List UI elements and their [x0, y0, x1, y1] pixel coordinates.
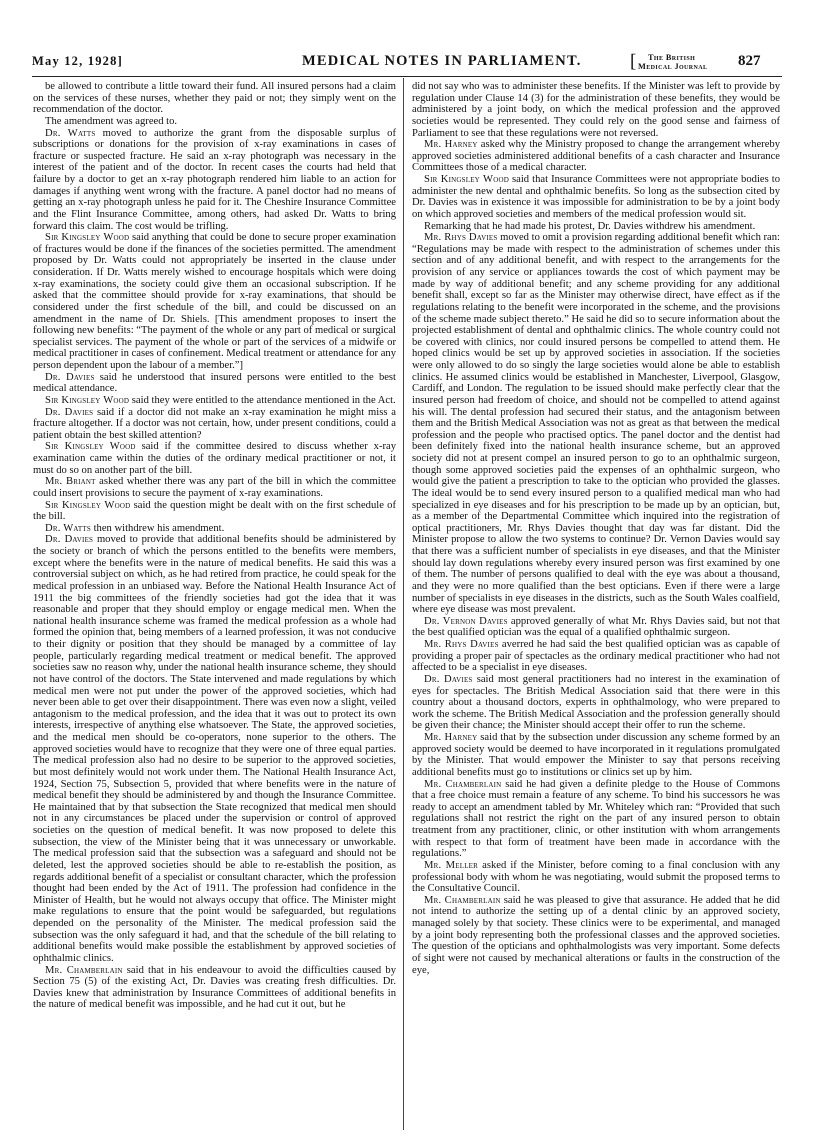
- paragraph: Dr. Davies moved to provide that additional benefits should be administered by the society or branch of which the persons entitled to the benefits were members, except where the benefits were in the nature of medical benefits. He said this was a controversial subject on which, as he had retired from practice, he could speak for the medical profession in an unbiased way. Before the National Health Insurance Act of 1911 the big committees of the friendly societies had got the idea that it was reasonable and proper that they should employ or engage medical men. When the national health insurance scheme was framed the medical profession as a whole had formed the opinion that, being members of a learned profession, it was not conducive to their dignity or position that they should be managed by a committee of lay people, particularly regarding medical treatment or medical benefit. The approved societies saw no reason why, under the national health insurance scheme, they should not have control of the doctors. The State intervened and made regulations by which medical men were not put under the power of the approved societies, which had never been able to get over their disappointment. There was even now a slight, veiled antagonism to the medical profession, and the idea that it was out to protect its own interests, irrespective of anything else whatsoever. The State, the approved societies, and the medical men should be co-operators, none superior to the others. The approved societies would have to recognize that they were one of three equal parties. The medical profession also had no desire to be superior to the approved societies, but most definitely would not work under them. The National Health Insurance Act, 1924, Section 75, Subsection 5, provided that where benefits were in the nature of medical benefit they should be administered by and though the Insurance Committee. He maintained that by that subsection the State recognized that medical men should not in any circumstances be placed under the supervision or control of approved societies on the question of medical benefit. It was now proposed to delete this subsection, the view of the Minister being that it was unnecessary or unworkable. The medical profession said that the subsection was a safeguard and should not be deleted, lest the approved societies should be able to re-establish the position, as regards additional benefit of a specialist or consultant character, which the profession thought had been ended by the Act of 1911. The profession had confidence in the Minister of Health, but he would not always occupy that office. The Minister might make regulations to ensure that the point would be safeguarded, but regulations depended on the personality of the Minister. The medical profession said the subsection was the only safeguard it had, and that the schedule of the bill relating to additional benefits would make possible the establishment by approved societies of ophthalmic clinics.: [33, 534, 396, 964]
- speaker-name: Sir Kingsley Wood: [45, 441, 136, 453]
- paragraph: Dr. Watts moved to authorize the grant from the disposable surplus of subscriptions or donations for the provision of x-ray examinations in cases of fracture or suspected fracture. He said an x-ray photograph was necessary in the interest of the patient and of the doctor. In recent cases the courts had held that failure by a doctor to get an x-ray photograph rendered him liable to an action for damages if anything went wrong with the fracture. A panel doctor had no means of getting an x-ray photograph unless he paid for it. The Cheshire Insurance Committee and the Flint Insurance Committee, among others, had asked Dr. Watts to bring forward this claim. The cost would be trifling.: [33, 127, 396, 232]
- paragraph: Dr. Davies said if a doctor did not make an x-ray examination he might miss a fracture altogether. If a doctor was not certain, how, under present conditions, could a patient obtain the best skilled attention?: [33, 406, 396, 441]
- paragraph: Sir Kingsley Wood said anything that could be done to secure proper examination of fractures would be done if the finances of the societies permitted. The amendment proposed by Dr. Watts could not appropriately be inserted in the clause under consideration. If Dr. Watts merely wished to encourage hospitals which were doing x-ray examinations, the society could give them an occasional subscription. If he asked that the committee should provide for x-ray examinations, that should be considered under the first schedule of the bill, and could be discussed on an amendment in the name of Dr. Shiels. [This amendment proposes to insert the following new benefits: “The payment of the whole or any part of medical or surgical specialist services. The payment of the whole or part of the services of a midwife or medical practitioner in cases of confinement. Medical treatment or attendance for any person dependent upon the labour of a member.”]: [33, 232, 396, 371]
- paragraph: The amendment was agreed to.: [45, 115, 178, 127]
- journal-name-line1: The British: [648, 53, 696, 62]
- speaker-name: Dr. Davies: [45, 406, 94, 418]
- speaker-name: Sir Kingsley Wood: [45, 499, 131, 511]
- paragraph: Dr. Vernon Davies approved generally of what Mr. Rhys Davies said, but not that the best qualified optician was the equal of a qualified ophthalmic surgeon.: [412, 615, 780, 639]
- paragraph: Sir Kingsley Wood said the question might be dealt with on the first schedule of the bill.: [33, 499, 396, 523]
- speaker-name: Dr. Watts: [45, 127, 96, 139]
- right-column: [412, 81, 780, 1129]
- running-title: MEDICAL NOTES IN PARLIAMENT.: [302, 53, 582, 69]
- speaker-name: Sir Kingsley Wood: [45, 394, 130, 406]
- paragraph: Remarking that he had made his protest, Dr. Davies withdrew his amendment.: [424, 220, 756, 232]
- speaker-name: Dr. Watts: [45, 522, 91, 534]
- speaker-name: Mr. Harney: [424, 732, 478, 743]
- left-column: [33, 81, 396, 1129]
- journal-name: [630, 51, 728, 73]
- paragraph: Dr. Davies said most general practitioners had no interest in the examination of eyes for spectacles. The British Medical Association said that there were in this country about a thousand doctors, experts in ophthalmology, who were prepared to work the scheme. The British Medical Association and the profession generally should be given their chance; the Minister should accept their offer to run the scheme.: [412, 673, 780, 732]
- paragraph: Dr. Davies said he understood that insured persons were entitled to the best medical attendance.: [33, 371, 396, 395]
- speaker-name: Mr. Briant: [45, 476, 96, 488]
- speaker-name: Mr. Chamberlain: [424, 778, 502, 790]
- paragraph: be allowed to contribute a little toward their fund. All insured persons had a claim on the services of these nurses, whether they paid or not; they simply went on the recommendation of the doctor.: [33, 81, 396, 116]
- paragraph: Sir Kingsley Wood said that Insurance Committees were not appropriate bodies to administer the new dental and ophthalmic benefits. So long as the subsection cited by Dr. Davies was in existence it was impossible for administration to be by a joint body on which approved societies and members of the medical profession would sit.: [412, 174, 780, 220]
- page-header: [32, 52, 780, 74]
- speaker-name: Mr. Chamberlain: [424, 894, 501, 906]
- speaker-name: Mr. Rhys Davies: [424, 232, 498, 244]
- speaker-name: Mr. Harney: [424, 139, 478, 151]
- header-rule: [32, 76, 782, 77]
- paragraph: Mr. Chamberlain said he had given a definite pledge to the House of Commons that a free choice must remain a feature of any scheme. To bind his successors he was ready to accept an amendment tabled by Mr. Whiteley which ran: “Provided that such regulations shall not restrict the right on the part of any insured person to obtain treatment from any practitioner, clinic, or other institution with whom arrangements with respect to that form of treatment have been made in accordance with the regulations.”: [412, 778, 780, 860]
- paragraph: Mr. Harney said that by the subsection under discussion any scheme formed by an approved society would be deemed to have incorporated in it regulations promulgated by the Minister. That would empower the Minister to say that persons receiving additional benefits must go to institutions or clinics set up by him.: [412, 732, 780, 778]
- speaker-name: Dr. Davies: [45, 371, 95, 383]
- speaker-name: Mr. Chamberlain: [45, 964, 123, 976]
- speaker-name: Mr. Rhys Davies: [424, 639, 499, 650]
- paragraph: Mr. Chamberlain said he was pleased to give that assurance. He added that he did not intend to authorize the setting up of a dental clinic by an approved society, managed solely by that society. These clinics were to be experimental, and managed by a joint body representing both the professional classes and the approved societies. The question of the opticians and ophthalmologists was very important. Some defects of sight were not caused by mechanical alterations or faults in the construction of the eye,: [412, 894, 780, 976]
- page-number: 827: [738, 53, 761, 69]
- paragraph: Sir Kingsley Wood said if the committee desired to discuss whether x-ray examination came within the duties of the ordinary medical practitioner or not, it must do so on another part of the bill.: [33, 441, 396, 476]
- journal-name-line2: Medical Journal: [638, 62, 708, 71]
- paragraph: Mr. Harney asked why the Ministry proposed to change the arrangement whereby approved societies administered additional benefits of a cash character and Insurance Committees those of a medical character.: [412, 139, 780, 174]
- paragraph: Mr. Rhys Davies averred he had said the best qualified optician was as capable of providing a proper pair of spectacles as the ordinary medical practitioner who had not affected to be a specialist in eye diseases.: [412, 639, 780, 674]
- issue-date: May 12, 1928]: [32, 54, 123, 68]
- paragraph: did not say who was to administer these benefits. If the Minister was left to provide by regulation under Clause 14 (3) for the administration of these benefits, they would be administered by a joint body, on which the medical profession and the approved societies would be represented. They could rely on the good sense and fairness of Parliament to see that these regulations were not reversed.: [412, 81, 780, 139]
- speaker-name: Sir Kingsley Wood: [45, 232, 130, 244]
- column-divider: [403, 78, 404, 1130]
- paragraph: Mr. Briant asked whether there was any part of the bill in which the committee could insert provisions to secure the payment of x-ray examinations.: [33, 476, 396, 499]
- speaker-name: Dr. Davies: [45, 534, 94, 546]
- speaker-name: Sir Kingsley Wood: [424, 174, 509, 185]
- paragraph: Mr. Chamberlain said that in his endeavour to avoid the difficulties caused by Section 75 (5) of the existing Act, Dr. Davies was creating fresh difficulties. Dr. Davies knew that administration by Insurance Committees of additional benefits in the nature of medical benefit was impossible, and he had cut it out, but he: [33, 964, 396, 1011]
- speaker-name: Dr. Davies: [424, 673, 473, 685]
- journal-bracket: [: [630, 51, 637, 72]
- speaker-name: Dr. Vernon Davies: [424, 615, 508, 627]
- paragraph: Sir Kingsley Wood said they were entitled to the attendance mentioned in the Act.: [45, 394, 396, 406]
- paragraph: Mr. Meller asked if the Minister, before coming to a final conclusion with any professional body with whom he was negotiating, would submit the proposed terms to the Consultative Council.: [412, 859, 780, 895]
- paragraph: Mr. Rhys Davies moved to omit a provision regarding additional benefit which ran: “Regulations may be made with respect to the administration of schemes under this section and of any additional benefit, and with respect to the arrangements for the provision of any service or appliances towards the cost of which payment may be made by way of additional benefit; and any scheme providing for any additional benefit shall, except so far as the Minister may otherwise direct, have effect as if the regulations relating to the benefit were incorporated in the scheme, and the provisions of the scheme made subject thereto.” He said he did so to secure information about the projected establishment of dental and ophthalmic clinics. The whole country could not be covered with clinics, nor could insured persons be compelled to attend them. He hoped clinics would be set up by approved societies in association. If the societies were only allowed to do so singly the large societies would alone be able to establish clinics. He assumed clinics would be established in Manchester, Liverpool, Glasgow, Cardiff, and London. The regulation to be issued should make perfectly clear that the insured person had freedom of choice, and should not be compelled to attend against his will. The dental profession had secured their status, and the antagonism between them and the British Medical Association was not as great as that between the medical profession and the people who practised optics. The panel doctor and the dentist had been definitely fixed into the national health insurance scheme, but an approved society did not at present compel an insured person to go to an ophthalmic surgeon, though some approved societies paid the expenses of an ophthalmic surgeon, who would give the patient a prescription to take to the optician who provided the glasses. The ideal would be to send every insured person to a qualified medical man who had specialized in eye diseases and for his prescription to be made up by an optician, but, as a member of the Departmental Committee which inquired into the registration of optical practitioners, Mr. Rhys Davies thought that day was far distant. Did the Minister propose to allow the two systems to continue? Dr. Vernon Davies would say that there was a sufficient number of specialists in eye diseases, and that the Minister should lay down regulations whereby every insured person was first examined by one of them. The number of persons qualified to deal with the eye was about a thousand, and they were no more qualified than the best opticians. Even if there were a large number of specialists in eye diseases in the districts, such as the South Wales coalfield, where eye disease was most prevalent.: [412, 232, 780, 616]
- speaker-name: Mr. Meller: [424, 859, 479, 871]
- paragraph: Dr. Watts then withdrew his amendment.: [45, 522, 225, 534]
